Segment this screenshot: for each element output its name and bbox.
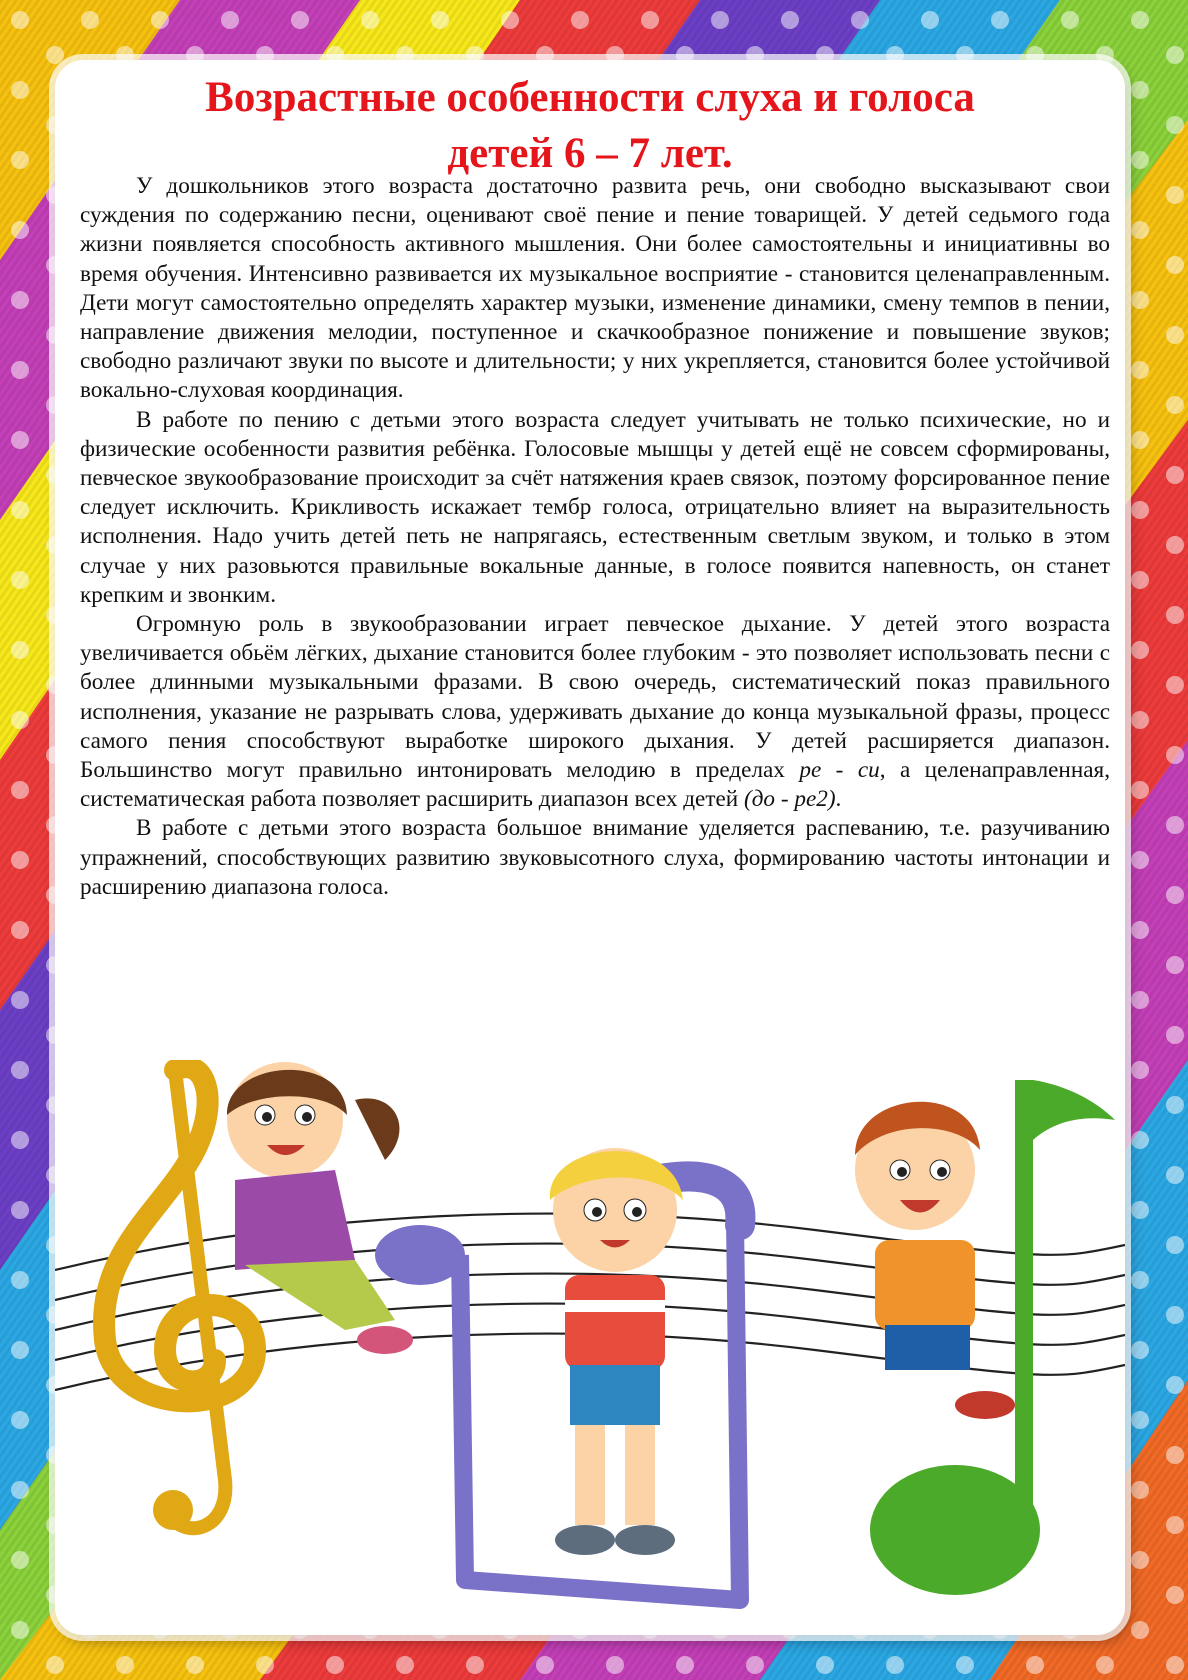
paragraph-3 bbox=[80, 610, 1110, 814]
paragraph-3-text-middle: , а целенаправленная, систематическая работа позволяет расширить диапазон всех детей bbox=[80, 757, 1111, 813]
music-illustration bbox=[55, 1060, 1125, 1620]
girl-character bbox=[227, 1062, 413, 1354]
range-re-si: ре - си bbox=[799, 757, 880, 784]
range-do-re2: (до - ре2) bbox=[743, 786, 836, 813]
boy-center-character bbox=[550, 1148, 683, 1555]
paragraph-1: У дошкольников этого возраста достаточно развита речь, они свободно высказывают свои суждения по содержанию песни, оценивают своё пение и пение товарищей. У детей седьмого года жизни появляется способность активного мышления. Они более самостоятельны и инициативны во время обучения. Интенсивно развивается их музыкальное восприятие - становится целенаправленным. Дети могут самостоятельно определять характер музыки, изменение динамики, смену темпов в пении, направление движения мелодии, поступенное и скачкообразное понижение и повышение звуков; свободно различают звуки по высоте и длительности; у них укрепляется, становится более устойчивой вокально-слуховая координация. bbox=[80, 173, 1110, 404]
paragraph-3-text-before: Огромную роль в звукообразовании играет певческое дыхание. У детей этого возраста увеличивается обьём лёгких, дыхание становится более глубоким - это позволяет использовать песни с более длинными музыкальными фразами. В свою очередь, систематический показ правильного исполнения, указание не разрывать слова, удерживать дыхание до конца музыкальной фразы, процесс самого пения способствуют выработке широкого дыхания. У детей расширяется диапазон. Большинство могут правильно интонировать мелодию в пределах bbox=[80, 611, 1110, 784]
paragraph-3-text-end: . bbox=[835, 786, 842, 813]
paragraph-2: В работе по пению с детьми этого возраста следует учитывать не только психические, но и физические особенности развития ребёнка. Голосовые мышцы у детей ещё не совсем сформированы, певческое звукообразование происходит за счёт натяжения краев связок, поэтому форсированное пение следует исключить. Крикливость искажает тембр голоса, отрицательно влияет на выразительность исполнения. Надо учить детей петь не напрягаясь, естественным светлым звуком, и только в этом случае у них разовьются правильные вокальные данные, в голосе появится напевность, он станет крепким и звонким. bbox=[80, 406, 1110, 608]
title-line-1: Возрастные особенности слуха и голоса bbox=[205, 74, 975, 121]
paragraph-4: В работе с детьми этого возраста большое внимание уделяется распеванию, т.е. разучиванию упражнений, способствующих развитию звуковысотного слуха, формированию частоты интонации и расширению диапазона голоса. bbox=[80, 815, 1110, 900]
page-title bbox=[70, 70, 1110, 182]
article-body bbox=[80, 172, 1110, 902]
title-line-2: детей 6 – 7 лет. bbox=[447, 130, 733, 177]
